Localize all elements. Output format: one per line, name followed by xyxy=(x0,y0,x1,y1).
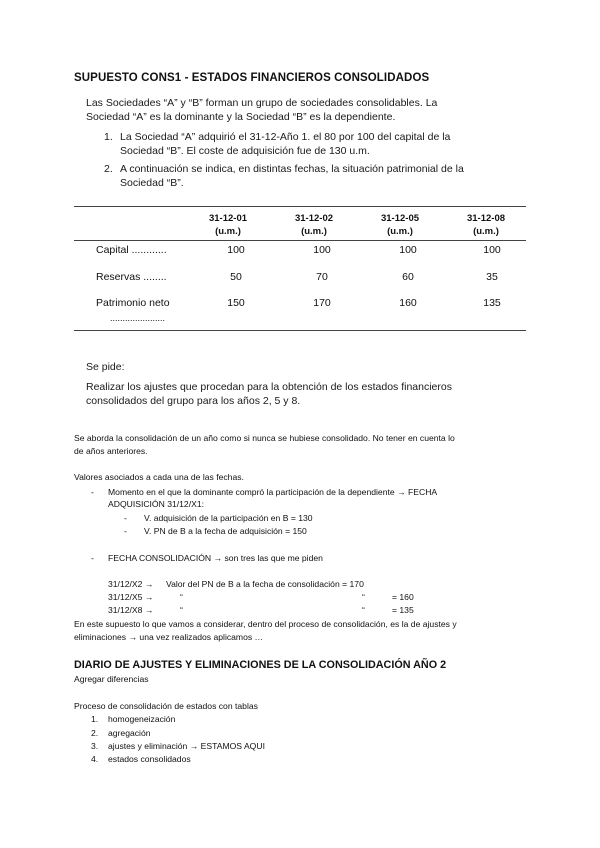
table-header-unit: (u.m.) xyxy=(387,226,413,237)
step-number: 4. xyxy=(91,754,99,764)
table-cell: 35 xyxy=(486,271,498,283)
pn-text: Valor del PN de B a la fecha de consolidación = 170 xyxy=(166,579,364,589)
table-cell: 100 xyxy=(227,244,245,256)
pn-date: 31/12/X2 → xyxy=(108,579,154,589)
note-fecha-consolidacion: FECHA CONSOLIDACIÓN → son tres las que me piden xyxy=(108,553,323,563)
note-para1-line2: de años anteriores. xyxy=(74,446,148,456)
item2-line-1: A continuación se indica, en distintas fechas, la situación patrimonial de la xyxy=(120,163,464,175)
note-para2-line1: En este supuesto lo que vamos a considerar, dentro del proceso de consolidación, es la de ajustes y xyxy=(74,619,457,629)
table-header-date: 31-12-05 xyxy=(380,213,420,224)
ditto-mark: “ xyxy=(362,605,365,615)
ditto-mark: “ xyxy=(180,605,183,615)
note-valores: Valores asociados a cada una de las fechas. xyxy=(74,472,244,482)
table-cell: 150 xyxy=(227,297,245,309)
dash-bullet: - xyxy=(124,526,127,536)
table-header-date: 31-12-02 xyxy=(294,213,334,224)
dash-bullet: - xyxy=(91,553,94,563)
table-cell: 60 xyxy=(402,271,414,283)
row-label-dots: ...................... xyxy=(110,313,166,323)
note-para2-line2: eliminaciones → una vez realizados aplicamos … xyxy=(74,632,264,642)
pn-value: = 135 xyxy=(392,605,414,615)
note-momento-line2: ADQUISICIÓN 31/12/X1: xyxy=(108,499,204,509)
document-title: SUPUESTO CONS1 - ESTADOS FINANCIEROS CONSOLIDADOS xyxy=(74,72,430,84)
item1-line-1: La Sociedad “A” adquirió el 31-12-Año 1. el 80 por 100 del capital de la xyxy=(120,131,451,143)
row-label-patrimonio-neto: Patrimonio neto xyxy=(96,297,170,309)
item2-number: 2. xyxy=(104,163,113,175)
table-cell: 100 xyxy=(313,244,331,256)
item1-number: 1. xyxy=(104,131,113,143)
table-header-date: 31-12-08 xyxy=(466,213,506,224)
dash-bullet: - xyxy=(91,487,94,497)
table-header-date: 31-12-01 xyxy=(208,213,248,224)
table-header-unit: (u.m.) xyxy=(215,226,241,237)
step-number: 2. xyxy=(91,728,99,738)
note-para1-line1: Se aborda la consolidación de un año como si nunca se hubiese consolidado. No tener en cuenta lo xyxy=(74,433,455,443)
table-cell: 170 xyxy=(313,297,331,309)
ditto-mark: “ xyxy=(362,592,365,602)
table-cell: 135 xyxy=(483,297,501,309)
note-agregar: Agregar diferencias xyxy=(74,674,149,684)
table-header-rule xyxy=(74,240,526,241)
note-sub-item: V. PN de B a la fecha de adquisición = 150 xyxy=(144,526,307,536)
pide-line-1: Realizar los ajustes que procedan para la obtención de los estados financieros xyxy=(86,381,452,393)
row-label-capital: Capital ............ xyxy=(96,244,167,256)
list-item: homogeneización xyxy=(108,714,176,724)
item1-line-2: Sociedad “B”. El coste de adquisición fue de 130 u.m. xyxy=(120,145,370,157)
pn-value: = 160 xyxy=(392,592,414,602)
table-top-rule xyxy=(74,206,526,207)
note-momento-line1: Momento en el que la dominante compró la participación de la dependiente → FECHA xyxy=(108,487,438,497)
step-number: 3. xyxy=(91,741,99,751)
table-cell: 100 xyxy=(399,244,417,256)
table-bottom-rule xyxy=(74,330,526,331)
item2-line-2: Sociedad “B”. xyxy=(120,177,184,189)
table-cell: 160 xyxy=(399,297,417,309)
table-header-unit: (u.m.) xyxy=(473,226,499,237)
se-pide-heading: Se pide: xyxy=(86,361,125,373)
step-number: 1. xyxy=(91,714,99,724)
dash-bullet: - xyxy=(124,513,127,523)
table-cell: 100 xyxy=(483,244,501,256)
pide-line-2: consolidados del grupo para los años 2, 5 y 8. xyxy=(86,395,301,407)
list-item: agregación xyxy=(108,728,151,738)
table-cell: 70 xyxy=(316,271,328,283)
table-header-unit: (u.m.) xyxy=(301,226,327,237)
list-item: estados consolidados xyxy=(108,754,191,764)
pn-date: 31/12/X8 → xyxy=(108,605,154,615)
list-item: ajustes y eliminación → ESTAMOS AQUI xyxy=(108,741,265,751)
row-label-reservas: Reservas ........ xyxy=(96,271,167,283)
ditto-mark: “ xyxy=(180,592,183,602)
diario-heading: DIARIO DE AJUSTES Y ELIMINACIONES DE LA CONSOLIDACIÓN AÑO 2 xyxy=(74,659,447,671)
note-sub-item: V. adquisición de la participación en B = 130 xyxy=(144,513,313,523)
note-proceso: Proceso de consolidación de estados con tablas xyxy=(74,701,258,711)
pn-date: 31/12/X5 → xyxy=(108,592,154,602)
intro-line-1: Las Sociedades “A” y “B” forman un grupo de sociedades consolidables. La xyxy=(86,97,438,109)
intro-line-2: Sociedad “A” es la dominante y la Sociedad “B” es la dependiente. xyxy=(86,111,396,123)
table-cell: 50 xyxy=(230,271,242,283)
